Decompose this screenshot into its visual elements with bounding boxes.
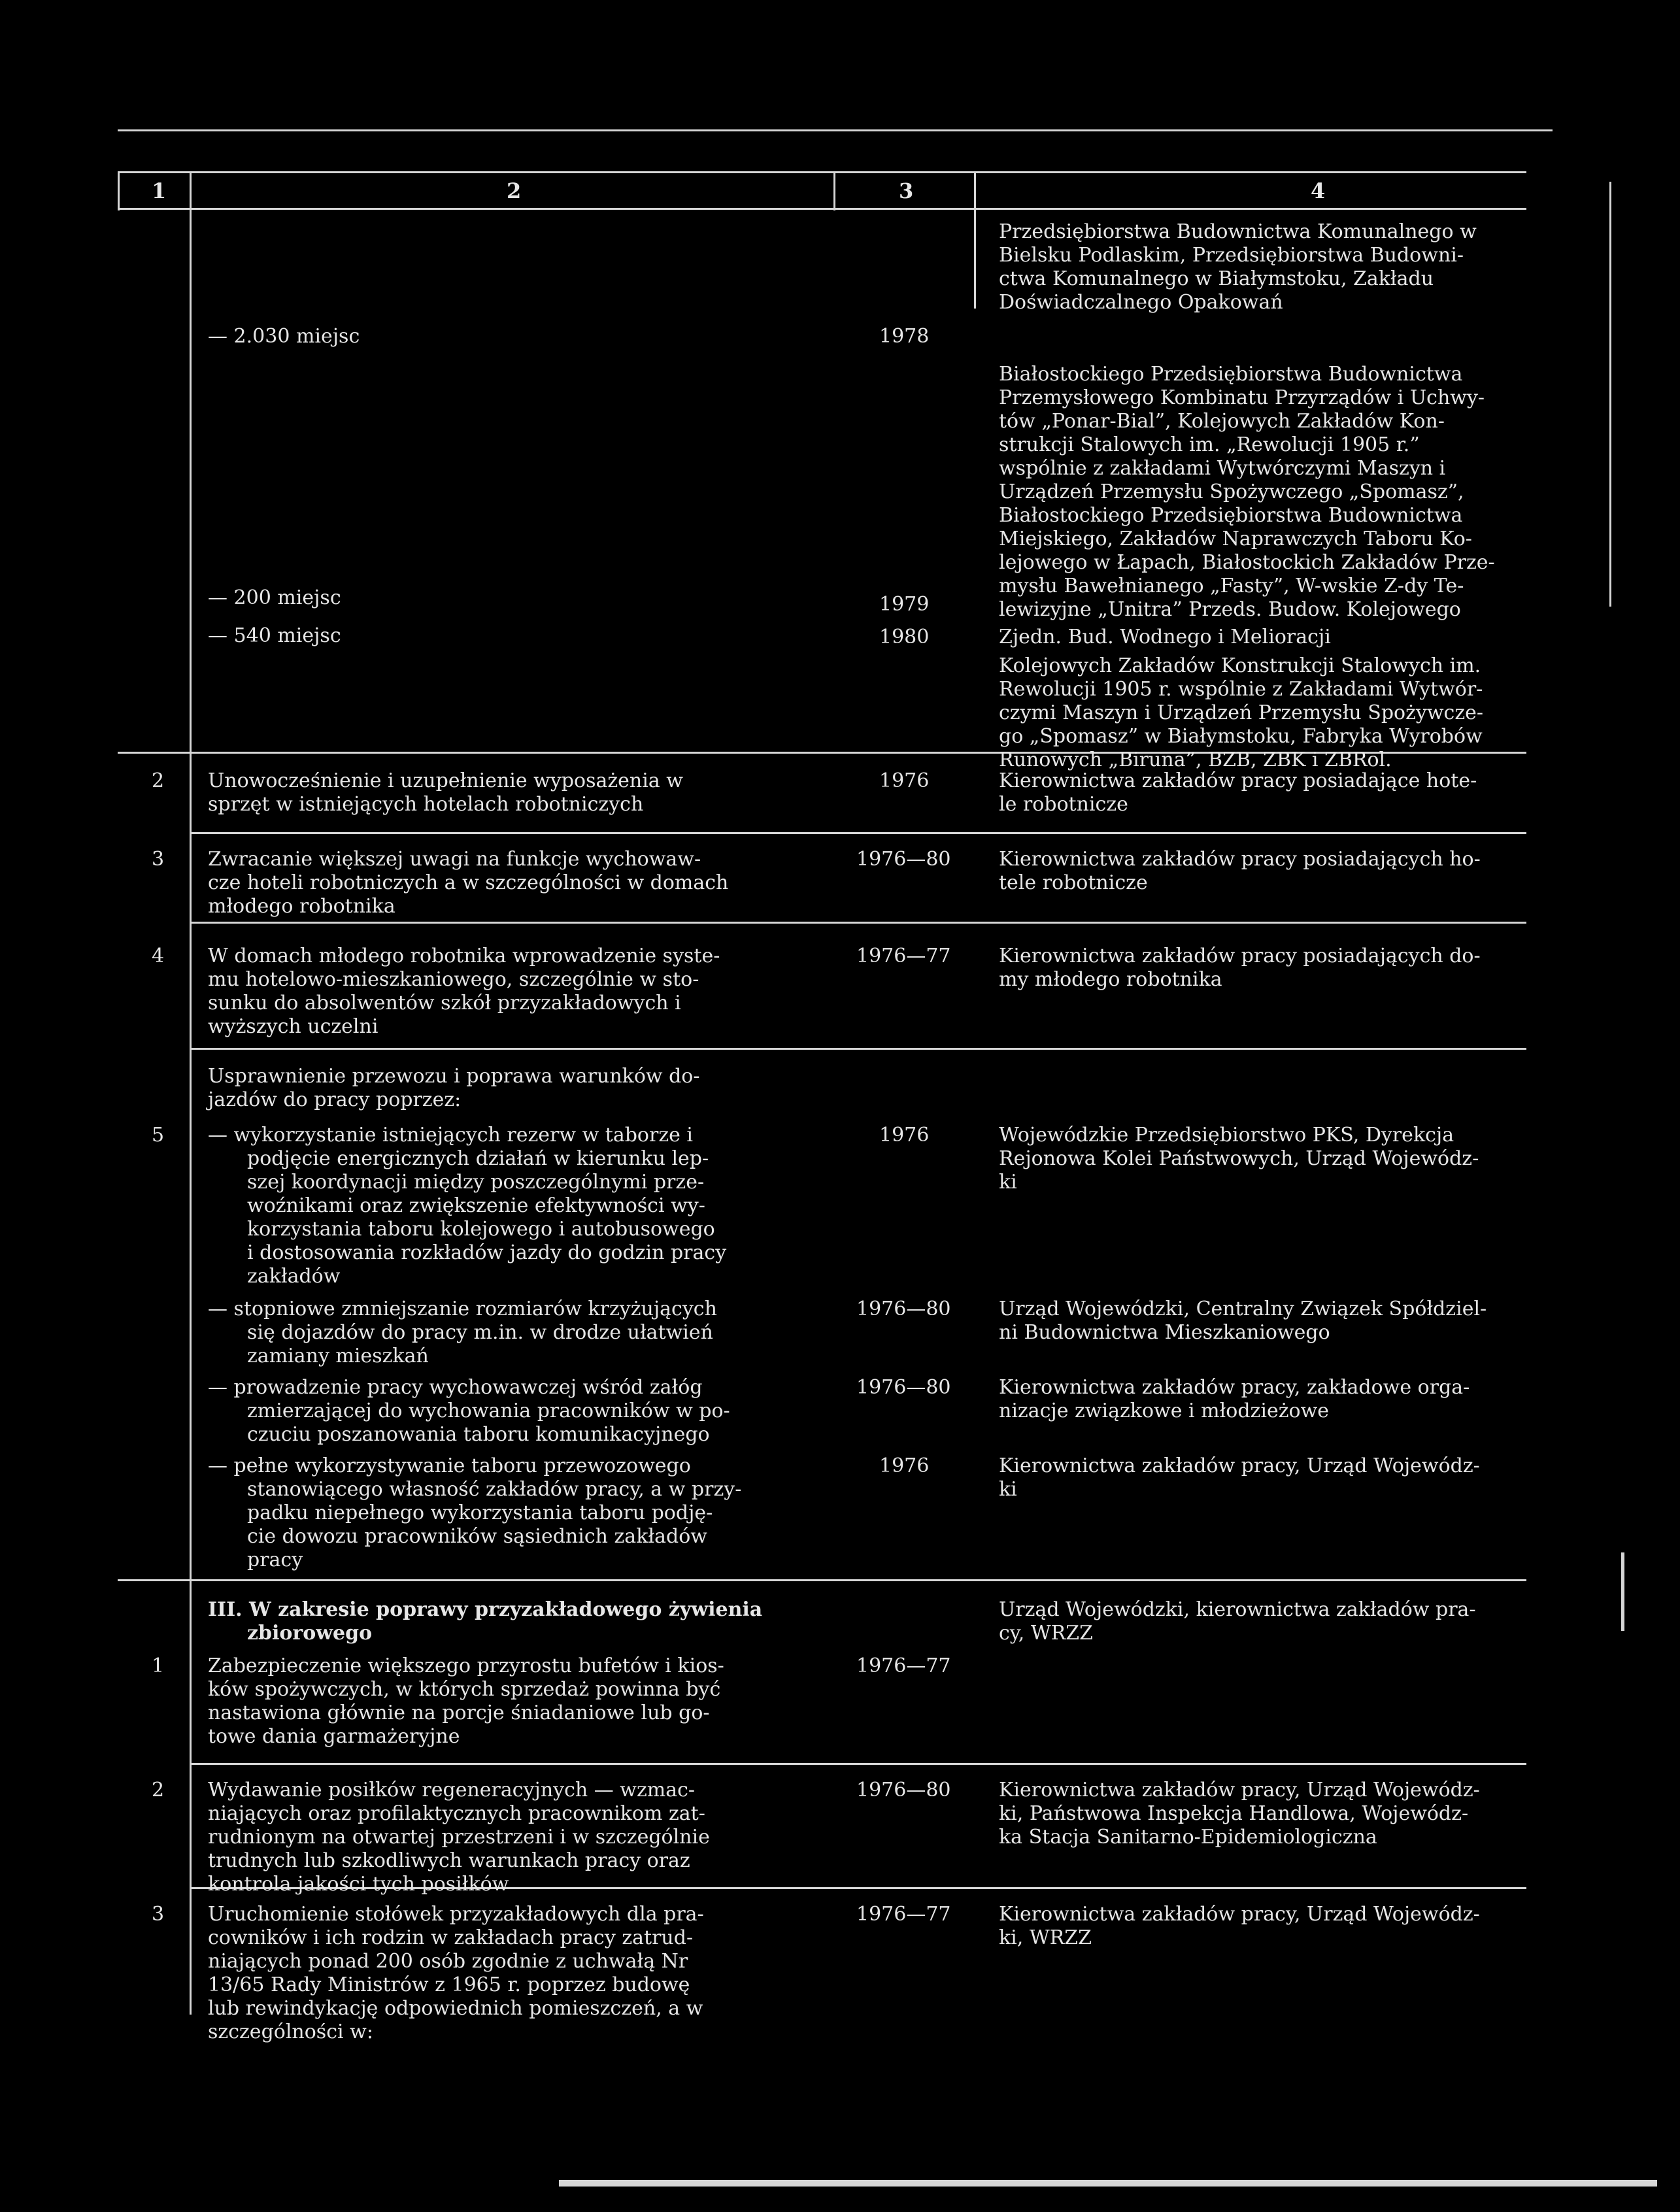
resp-line: my młodego robotnika [999, 968, 1222, 991]
year-cell: 1976—77 [856, 1903, 951, 1926]
desc-line: stanowiącego własność zakładów pracy, a w przy- [247, 1478, 742, 1501]
col-divider-2 [833, 171, 835, 210]
resp-line: ki [999, 1171, 1017, 1194]
row-number: 1 [152, 1654, 165, 1677]
header-col-1: 1 [152, 178, 167, 203]
desc-line: kontrola jakości tych posiłków [208, 1873, 509, 1896]
resp-line: ki, WRZZ [999, 1926, 1092, 1949]
resp-line: Kierownictwa zakładów pracy, Urząd Wojewódz- [999, 1779, 1480, 1801]
desc-line: towe dania garmażeryjne [208, 1725, 460, 1748]
desc-line: sunku do absolwentów szkół przyzakładowych i [208, 992, 681, 1014]
desc-line: niających oraz profilaktycznych pracownikom zat- [208, 1802, 705, 1825]
desc-line: W domach młodego robotnika wprowadzenie syste- [208, 945, 720, 967]
bottom-bar [559, 2180, 1657, 2187]
year-cell: 1978 [879, 325, 930, 348]
section-title: zbiorowego [247, 1622, 373, 1645]
row-sep-2 [190, 832, 1526, 834]
desc-line: jazdów do pracy poprzez: [208, 1088, 462, 1111]
desc-line: czuciu poszanowania taboru komunikacyjnego [247, 1423, 710, 1446]
col-divider-1 [190, 171, 192, 2015]
year-cell: 1976—80 [856, 1376, 951, 1399]
desc-line: korzystania taboru kolejowego i autobusowego [247, 1218, 715, 1241]
year-cell: 1980 [879, 626, 930, 648]
resp-line: Rewolucji 1905 r. wspólnie z Zakładami Wytwór- [999, 678, 1483, 701]
desc-line: Zabezpieczenie większego przyrostu bufetów i kios- [208, 1654, 724, 1677]
resp-line: Urząd Wojewódzki, kierownictwa zakładów pra- [999, 1598, 1476, 1621]
row-sep-3 [190, 922, 1526, 924]
resp-line: ki, Państwowa Inspekcja Handlowa, Wojewódz- [999, 1802, 1469, 1825]
resp-line: wspólnie z zakładami Wytwórczymi Maszyn i [999, 457, 1446, 480]
row-sep-4 [190, 1048, 1526, 1050]
resp-line: Wojewódzkie Przedsiębiorstwo PKS, Dyrekcja [999, 1124, 1454, 1147]
resp-line: tów „Ponar-Bial”, Kolejowych Zakładów Kon- [999, 410, 1445, 433]
resp-line: Kierownictwa zakładów pracy posiadających do- [999, 945, 1481, 967]
desc-line: — stopniowe zmniejszanie rozmiarów krzyżujących [208, 1298, 717, 1320]
resp-line: Miejskiego, Zakładów Naprawczych Taboru Ko- [999, 528, 1472, 550]
desc-line: podjęcie energicznych działań w kierunku lep- [247, 1147, 709, 1170]
header-col-2: 2 [507, 178, 522, 203]
desc-line: trudnych lub szkodliwych warunkach pracy oraz [208, 1849, 690, 1872]
row-sep-5 [118, 1579, 1526, 1581]
row-number: 2 [152, 1779, 165, 1801]
desc-line: — 540 miejsc [208, 624, 341, 647]
header-col-4: 4 [1311, 178, 1326, 203]
row-number: 2 [152, 769, 165, 792]
col-divider-3 [974, 171, 976, 309]
desc-line: — prowadzenie pracy wychowawczej wśród załóg [208, 1376, 703, 1399]
right-edge-mark [1609, 182, 1611, 607]
desc-line: się dojazdów do pracy m.in. w drodze ułatwień [247, 1321, 713, 1344]
desc-line: wyższych uczelni [208, 1015, 378, 1038]
desc-line: cze hoteli robotniczych a w szczególności w domach [208, 871, 729, 894]
resp-line: strukcji Stalowych im. „Rewolucji 1905 r.” [999, 433, 1420, 456]
desc-line: Unowocześnienie i uzupełnienie wyposażenia w [208, 769, 683, 792]
resp-line: ni Budownictwa Mieszkaniowego [999, 1321, 1330, 1344]
header-col-3: 3 [899, 178, 914, 203]
desc-line: zamiany mieszkań [247, 1345, 429, 1367]
resp-line: go „Spomasz” w Białymstoku, Fabryka Wyrobów [999, 725, 1483, 748]
desc-line: szczególności w: [208, 2020, 373, 2043]
row-number: 3 [152, 848, 165, 871]
left-edge [118, 171, 120, 210]
year-cell: 1976—77 [856, 945, 951, 967]
resp-line: ka Stacja Sanitarno-Epidemiologiczna [999, 1826, 1377, 1849]
desc-line: Uruchomienie stołówek przyzakładowych dla pra- [208, 1903, 704, 1926]
desc-line: — 200 miejsc [208, 586, 341, 609]
desc-line: — 2.030 miejsc [208, 325, 360, 348]
resp-line: czymi Maszyn i Urządzeń Przemysłu Spożywcze- [999, 701, 1484, 724]
header-rule-bottom [118, 208, 1526, 210]
right-edge-mark-2 [1621, 1552, 1624, 1631]
desc-line: sprzęt w istniejących hotelach robotniczych [208, 793, 644, 816]
year-cell: 1976 [879, 1454, 930, 1477]
desc-line: cie dowozu pracowników sąsiednich zakładów [247, 1525, 707, 1548]
resp-line: lewizyjne „Unitra” Przeds. Budow. Kolejowego [999, 598, 1461, 621]
desc-line: nastawiona głównie na porcje śniadaniowe lub go- [208, 1701, 710, 1724]
section-title: III. W zakresie poprawy przyzakładowego żywienia [208, 1598, 763, 1621]
resp-line: Kierownictwa zakładów pracy, Urząd Wojewódz- [999, 1903, 1480, 1926]
desc-line: szej koordynacji między poszczególnymi prze- [247, 1171, 705, 1194]
desc-line: mu hotelowo-mieszkaniowego, szczególnie w sto- [208, 968, 699, 991]
year-cell: 1976 [879, 1124, 930, 1147]
resp-line: Doświadczalnego Opakowań [999, 291, 1283, 314]
resp-line: Runowych „Biruna”, BZB, ZBK i ZBRol. [999, 748, 1392, 771]
resp-line: cy, WRZZ [999, 1622, 1093, 1645]
resp-line: le robotnicze [999, 793, 1128, 816]
desc-line: — pełne wykorzystywanie taboru przewozowego [208, 1454, 691, 1477]
desc-line: lub rewindykację odpowiednich pomieszczeń, a w [208, 1997, 703, 2020]
year-cell: 1979 [879, 593, 930, 616]
resp-line: ctwa Komunalnego w Białymstoku, Zakładu [999, 267, 1434, 290]
year-cell: 1976—80 [856, 1779, 951, 1801]
desc-line: — wykorzystanie istniejących rezerw w taborze i [208, 1124, 694, 1147]
desc-line: cowników i ich rodzin w zakładach pracy zatrud- [208, 1926, 694, 1949]
resp-line: Kierownictwa zakładów pracy, zakładowe orga- [999, 1376, 1470, 1399]
desc-line: padku niepełnego wykorzystania taboru podję- [247, 1501, 713, 1524]
resp-line: Kierownictwa zakładów pracy posiadające hote- [999, 769, 1477, 792]
top-rule [118, 129, 1553, 131]
resp-line: lejowego w Łapach, Białostockich Zakładów Prze- [999, 551, 1495, 574]
desc-line: Wydawanie posiłków regeneracyjnych — wzmac- [208, 1779, 696, 1801]
resp-line: mysłu Bawełnianego „Fasty”, W-wskie Z-dy Te- [999, 575, 1464, 597]
desc-line: młodego robotnika [208, 895, 395, 918]
desc-line: niających ponad 200 osób zgodnie z uchwałą Nr [208, 1950, 688, 1973]
resp-line: Urządzeń Przemysłu Spożywczego „Spomasz”, [999, 480, 1464, 503]
resp-line: Rejonowa Kolei Państwowych, Urząd Wojewódz- [999, 1147, 1479, 1170]
resp-line: Kierownictwa zakładów pracy, Urząd Wojewódz- [999, 1454, 1480, 1477]
desc-line: pracy [247, 1549, 303, 1571]
resp-line: Przemysłowego Kombinatu Przyrządów i Uchwy- [999, 386, 1485, 409]
resp-line: Bielsku Podlaskim, Przedsiębiorstwa Budowni- [999, 244, 1464, 267]
header-rule-top [118, 171, 1526, 173]
row-number: 4 [152, 945, 165, 967]
year-cell: 1976 [879, 769, 930, 792]
resp-line: Białostockiego Przedsiębiorstwa Budownictwa [999, 363, 1463, 386]
row-number: 3 [152, 1903, 165, 1926]
resp-line: Kolejowych Zakładów Konstrukcji Stalowych im. [999, 654, 1481, 677]
resp-line: nizacje związkowe i młodzieżowe [999, 1399, 1330, 1422]
resp-line: ki [999, 1478, 1017, 1501]
desc-line: woźnikami oraz zwiększenie efektywności wy- [247, 1194, 705, 1217]
row-number: 5 [152, 1124, 165, 1147]
year-cell: 1976—80 [856, 848, 951, 871]
desc-line: rudnionym na otwartej przestrzeni i w szczególnie [208, 1826, 710, 1849]
resp-line: Kierownictwa zakładów pracy posiadających ho- [999, 848, 1481, 871]
year-cell: 1976—77 [856, 1654, 951, 1677]
desc-line: ków spożywczych, w których sprzedaż powinna być [208, 1678, 721, 1701]
resp-line: tele robotnicze [999, 871, 1148, 894]
resp-line: Zjedn. Bud. Wodnego i Melioracji [999, 626, 1331, 648]
desc-line: zakładów [247, 1265, 341, 1288]
year-cell: 1976—80 [856, 1298, 951, 1320]
row-sep-6 [190, 1763, 1526, 1765]
desc-line: Usprawnienie przewozu i poprawa warunków do- [208, 1065, 700, 1088]
desc-line: zmierzającej do wychowania pracowników w po- [247, 1399, 730, 1422]
desc-line: Zwracanie większej uwagi na funkcje wychowaw- [208, 848, 701, 871]
resp-line: Białostockiego Przedsiębiorstwa Budownictwa [999, 504, 1463, 527]
desc-line: 13/65 Rady Ministrów z 1965 r. poprzez budowę [208, 1973, 690, 1996]
resp-line: Urząd Wojewódzki, Centralny Związek Spółdziel- [999, 1298, 1487, 1320]
resp-line: Przedsiębiorstwa Budownictwa Komunalnego w [999, 220, 1477, 243]
desc-line: i dostosowania rozkładów jazdy do godzin pracy [247, 1241, 727, 1264]
